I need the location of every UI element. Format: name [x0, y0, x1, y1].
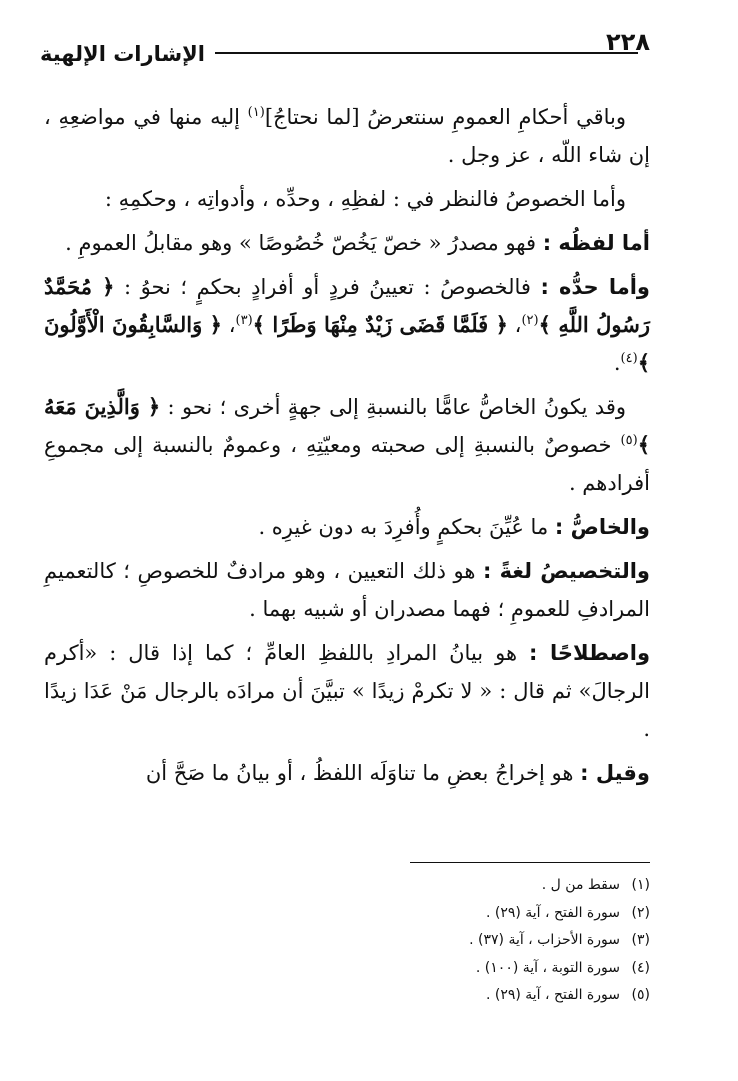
section-lead: أما لفظُه :	[542, 231, 650, 255]
main-text	[44, 98, 650, 798]
page-number: ٢٢٨	[606, 28, 650, 56]
paragraph-9	[44, 754, 650, 792]
footnote-text: سورة الأحزاب ، آية (٣٧) .	[469, 932, 620, 948]
paragraph-3	[44, 224, 650, 262]
section-lead: وأما حدُّه :	[540, 275, 650, 299]
quran-verse: ﴿ فَلَمَّا قَضَى زَيْدٌ مِنْهَا وَطَرًا ﴾	[252, 312, 508, 337]
footnote-ref[interactable]: (٣)	[235, 313, 253, 328]
quran-verse: ﴿ وَالسَّابِقُونَ الْأَوَّلُونَ ﴾	[44, 312, 650, 375]
running-title: الإشارات الإلهية	[40, 42, 205, 66]
section-lead: واصطلاحًا :	[529, 641, 650, 665]
footnote-number: (٤)	[631, 959, 650, 976]
footnote-text: سورة الفتح ، آية (٢٩) .	[485, 904, 620, 921]
paragraph-text: هو إخراجُ بعضِ ما تناوَلَه اللفظُ ، أو بيانُ ما صَحَّ أن	[145, 761, 581, 785]
footnote-item	[300, 982, 650, 1010]
paragraph-text: ما عُيِّنَ بحكمٍ وأُفرِدَ به دون غيرِه .	[258, 515, 555, 539]
paragraph-text: وقد يكونُ الخاصُّ عامًّا بالنسبةِ إلى جهةٍ أخرى ؛ نحو :	[160, 395, 626, 419]
paragraph-text: خصوصٌ بالنسبةِ إلى صحبته ومعيّتِهِ ، وعمومٌ بالنسبة إلى مجموعِ أفرادهم .	[44, 433, 650, 495]
paragraph-text: وأما الخصوصُ فالنظر في : لفظِهِ ، وحدِّه ، وأدواتِه ، وحكمِهِ :	[104, 187, 626, 211]
paragraph-text: هو بيانُ المرادِ باللفظِ العامِّ ؛ كما إذا قال : «أكرم الرجالَ» ثم قال : « لا تكرمْ زيدًا » تبيَّنَ أن مرادَه بالرجال مَنْ عَدَا زيدًا .	[44, 641, 650, 741]
section-lead: وقيل :	[580, 761, 650, 785]
paragraph-6	[44, 508, 650, 546]
running-header	[40, 28, 648, 68]
footnote-ref[interactable]: (٢)	[521, 313, 539, 328]
footnote-separator	[410, 862, 650, 863]
quran-verse: ﴿ مُحَمَّدٌ رَسُولُ اللَّهِ ﴾	[44, 274, 651, 337]
paragraph-text: هو ذلك التعيين ، وهو مرادفٌ للخصوصِ ؛ كالتعميمِ المرادفِ للعمومِ ؛ فهما مصدران أو شبيه بهما .	[44, 559, 650, 621]
separator: ،	[507, 313, 522, 337]
footnote-number: (٥)	[631, 987, 650, 1003]
paragraph-text: فهو مصدرُ « خصّ يَخُصّ خُصُوصًا » وهو مقابلُ العمومِ .	[65, 231, 543, 255]
paragraph-8	[44, 634, 650, 748]
paragraph-5	[44, 388, 650, 502]
footnote-number: (٢)	[631, 904, 650, 921]
footnote-ref[interactable]: (٤)	[620, 351, 638, 366]
quran-verse: ﴿ وَالَّذِينَ مَعَهُ ﴾	[44, 394, 650, 457]
paragraph-2	[44, 180, 650, 218]
footnote-text: سورة الفتح ، آية (٢٩) .	[485, 987, 620, 1003]
paragraph-4	[44, 268, 650, 382]
paragraph-text: إليه منها في مواضعِهِ ، إن شاء اللّه ، عز وجل .	[44, 105, 650, 167]
footnote-item	[300, 872, 650, 900]
paragraph-7	[44, 552, 650, 628]
footnote-number: (٣)	[631, 932, 650, 948]
footnotes	[300, 872, 650, 1010]
footnote-item	[300, 900, 650, 928]
separator: .	[613, 351, 621, 375]
footnote-text: سورة التوبة ، آية (١٠٠) .	[475, 959, 620, 976]
paragraph-text: فالخصوصُ : تعيينُ فردٍ أو أفرادٍ بحكمٍ ؛ نحوُ :	[114, 275, 541, 299]
paragraph-text: وباقي أحكامِ العمومِ سنتعرضُ [لما نحتاجُ]	[264, 105, 626, 129]
footnote-ref[interactable]: (٥)	[620, 433, 638, 448]
section-lead: والخاصُّ :	[554, 515, 650, 539]
header-rule	[215, 52, 638, 54]
footnote-item	[300, 955, 650, 983]
separator: ،	[221, 313, 236, 337]
footnote-item	[300, 927, 650, 955]
paragraph-1	[44, 98, 650, 174]
section-lead: والتخصيصُ لغةً :	[483, 559, 650, 583]
footnote-ref[interactable]: (١)	[247, 105, 265, 120]
footnote-text: سقط من ل .	[541, 877, 620, 893]
footnote-number: (١)	[631, 877, 650, 893]
